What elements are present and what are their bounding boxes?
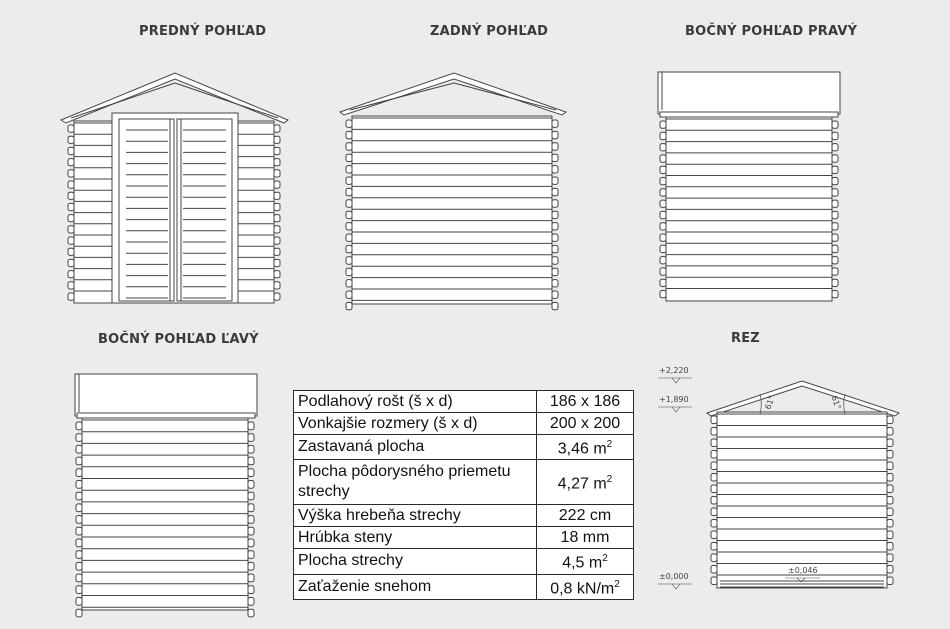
log-end [660,211,666,218]
log-end [346,188,352,195]
log-end [274,192,280,199]
log-end [552,223,558,230]
log-end [711,577,717,585]
side-right-view-drawing [658,72,840,301]
log-end [76,586,82,594]
angle-label-right: 61° [829,394,843,411]
log-end [887,428,893,436]
log-end [274,237,280,244]
log-end [832,144,838,151]
log-end [346,268,352,275]
log-end [76,434,82,442]
table-row [294,574,634,599]
log-end [76,598,82,606]
log-end [68,271,74,278]
log-end [248,504,254,512]
log-end [660,144,666,151]
log-end [76,492,82,500]
log-end [711,485,717,493]
log-end [68,237,74,244]
log-end [552,166,558,173]
log-end [832,121,838,128]
log-end [660,257,666,264]
table-row [294,460,634,505]
log-end [76,574,82,582]
log-end [552,268,558,275]
log-end [887,531,893,539]
log-end [660,245,666,252]
log-end [274,271,280,278]
log-end [887,451,893,459]
log-end [248,609,254,617]
log-end [68,293,74,300]
log-end [832,245,838,252]
log-end [711,428,717,436]
side-right-view-title: BOČNÝ POHĽAD PRAVÝ [685,24,858,39]
log-end [832,257,838,264]
log-end [68,147,74,154]
log-end [346,223,352,230]
log-end [660,279,666,286]
log-end [68,259,74,266]
log-end [552,302,558,309]
back-view-title: ZADNÝ POHĽAD [430,24,549,39]
log-end [68,125,74,132]
log-end [552,188,558,195]
section-view-drawing [658,378,899,589]
spec-label: Zaťaženie snehom [294,574,537,599]
log-end [832,200,838,207]
log-end [660,223,666,230]
log-end [76,504,82,512]
log-end [346,200,352,207]
spec-value: 186 x 186 [537,391,634,413]
log-end [68,159,74,166]
log-end [274,293,280,300]
log-end [248,434,254,442]
log-end [832,268,838,275]
log-end [274,282,280,289]
spec-label: Zastavaná plocha [294,435,537,460]
log-end [552,234,558,241]
table-row [294,435,634,460]
log-end [274,215,280,222]
log-end [832,132,838,139]
log-end [660,234,666,241]
spec-label: Podlahový rošt (š x d) [294,391,537,413]
log-end [660,178,666,185]
log-end [274,203,280,210]
log-end [887,543,893,551]
log-end [832,291,838,298]
log-end [346,131,352,138]
log-end [887,577,893,585]
log-end [887,497,893,505]
spec-label: Plocha pôdorysného priemetu strechy [294,460,537,505]
log-end [711,439,717,447]
log-end [248,469,254,477]
spec-value: 0,8 $kN/m^2$ [537,574,634,599]
front-view-drawing [61,73,288,303]
log-end [711,497,717,505]
log-end [711,543,717,551]
table-row [294,549,634,574]
spec-label: Plocha strechy [294,549,537,574]
log-end [711,462,717,470]
log-end [887,485,893,493]
log-end [346,245,352,252]
log-end [832,211,838,218]
log-end [660,200,666,207]
log-end [248,445,254,453]
log-end [248,598,254,606]
log-end [68,203,74,210]
log-end [887,439,893,447]
log-end [274,147,280,154]
log-end [274,170,280,177]
log-end [346,280,352,287]
log-end [346,143,352,150]
log-end [832,166,838,173]
log-end [711,416,717,424]
log-end [76,481,82,489]
spec-value: 4,27 $m^2$ [537,460,634,505]
table-row [294,391,634,413]
log-end [274,159,280,166]
log-end [346,177,352,184]
log-end [887,554,893,562]
log-end [552,291,558,298]
log-end [887,474,893,482]
log-end [832,234,838,241]
log-end [711,554,717,562]
log-end [248,527,254,535]
spec-label: Výška hrebeňa strechy [294,505,537,527]
spec-value: 222 cm [537,505,634,527]
log-end [248,492,254,500]
front-view-title: PREDNÝ POHĽAD [139,24,267,39]
log-end [68,170,74,177]
log-end [346,154,352,161]
log-end [274,136,280,143]
log-end [552,120,558,127]
log-end [76,457,82,465]
log-end [887,462,893,470]
log-end [346,166,352,173]
table-row [294,505,634,527]
log-end [68,192,74,199]
log-end [832,223,838,230]
level-label-ground: ±0,000 [659,572,689,581]
log-end [248,586,254,594]
log-end [832,279,838,286]
log-end [248,551,254,559]
log-end [660,189,666,196]
back-view-drawing [340,73,566,310]
spec-value: 200 x 200 [537,413,634,435]
log-end [552,177,558,184]
log-end [248,539,254,547]
log-end [76,562,82,570]
log-end [248,422,254,430]
log-end [887,566,893,574]
level-label-eave: +1,890 [659,395,689,404]
log-end [76,527,82,535]
spec-value: 18 mm [537,527,634,549]
log-end [711,451,717,459]
spec-label: Hrúbka steny [294,527,537,549]
log-end [660,155,666,162]
log-end [76,551,82,559]
log-end [274,226,280,233]
table-row [294,527,634,549]
log-end [274,259,280,266]
log-end [552,154,558,161]
level-label-floor: ±0,046 [788,566,818,575]
log-end [68,136,74,143]
spec-value: 4,5 $m^2$ [537,549,634,574]
side-left-view-drawing [75,374,257,617]
log-end [68,181,74,188]
log-end [76,422,82,430]
log-end [76,445,82,453]
log-end [346,257,352,264]
log-end [248,516,254,524]
log-end [346,234,352,241]
level-label-ridge: +2,220 [659,366,689,375]
angle-label-left: 61° [763,394,777,411]
log-end [660,132,666,139]
log-end [711,508,717,516]
log-end [68,282,74,289]
log-end [832,189,838,196]
log-end [76,609,82,617]
log-end [552,245,558,252]
log-end [346,120,352,127]
log-end [552,257,558,264]
log-end [552,131,558,138]
log-end [711,474,717,482]
log-end [346,291,352,298]
log-end [887,520,893,528]
log-end [274,181,280,188]
log-end [76,539,82,547]
log-end [346,211,352,218]
log-end [248,574,254,582]
log-end [660,268,666,275]
log-end [552,143,558,150]
log-end [68,248,74,255]
log-end [552,211,558,218]
specs-table [293,390,634,600]
spec-label: Vonkajšie rozmery (š x d) [294,413,537,435]
log-end [832,178,838,185]
log-end [660,121,666,128]
log-end [248,457,254,465]
log-end [660,291,666,298]
log-end [552,200,558,207]
log-end [711,566,717,574]
log-end [68,226,74,233]
log-end [660,166,666,173]
log-end [346,302,352,309]
log-end [274,125,280,132]
log-end [68,215,74,222]
log-end [76,469,82,477]
log-end [552,280,558,287]
log-end [711,531,717,539]
side-left-view-title: BOČNÝ POHĽAD ĽAVÝ [98,332,259,347]
log-end [832,155,838,162]
table-row [294,413,634,435]
log-end [76,516,82,524]
log-end [274,248,280,255]
section-view-title: REZ [731,331,760,346]
log-end [248,481,254,489]
log-end [887,416,893,424]
log-end [248,562,254,570]
spec-value: 3,46 $m^2$ [537,435,634,460]
log-end [887,508,893,516]
log-end [711,520,717,528]
